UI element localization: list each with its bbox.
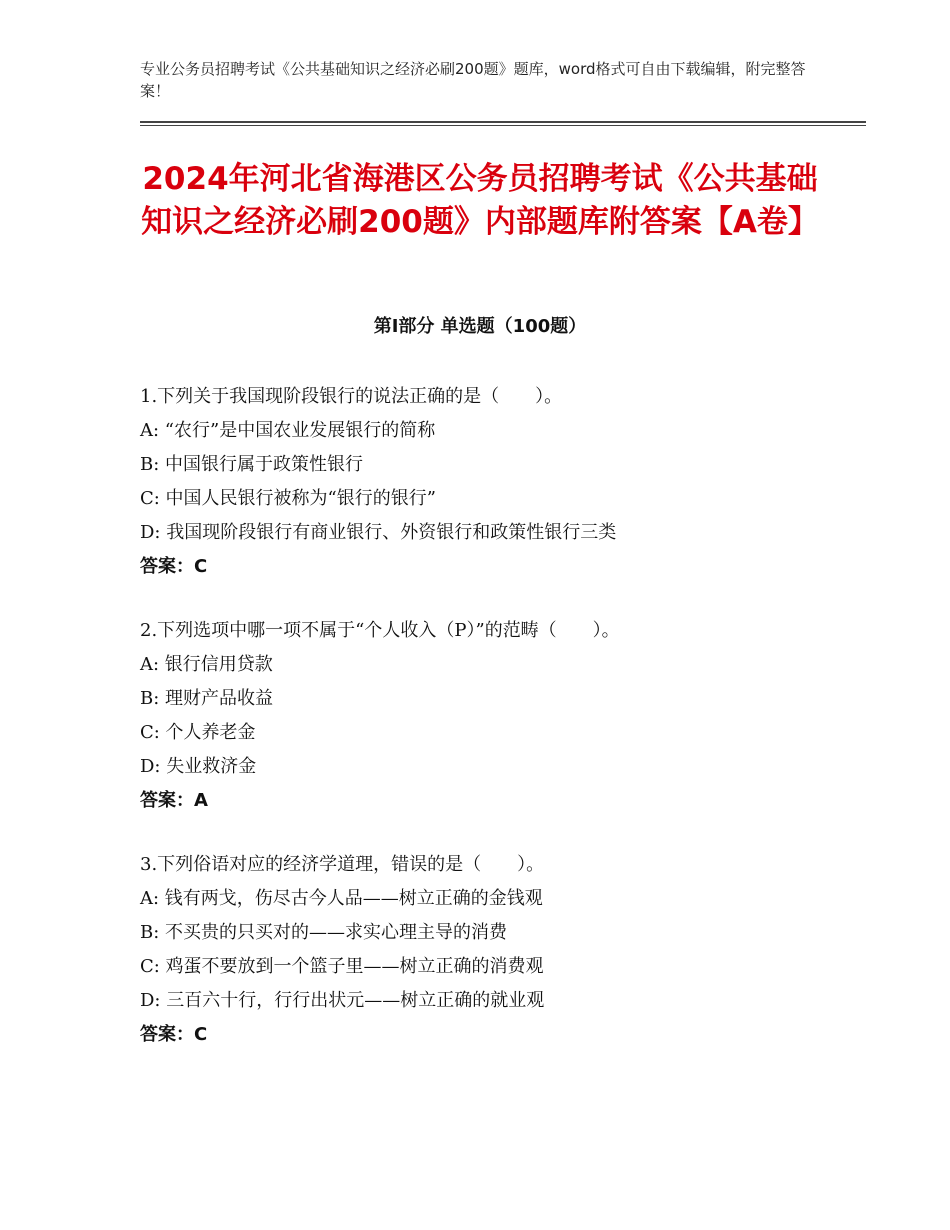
question-stem: 1.下列关于我国现阶段银行的说法正确的是（ ）。	[140, 386, 563, 407]
option-d: D: 我国现阶段银行有商业银行、外资银行和政策性银行三类	[140, 522, 617, 543]
option-a: A: 银行信用贷款	[140, 654, 273, 675]
option-c: C: 个人养老金	[140, 722, 256, 743]
option-c: C: 鸡蛋不要放到一个篮子里——树立正确的消费观	[140, 956, 544, 977]
answer-line: 答案：C	[140, 556, 208, 577]
option-b: B: 理财产品收益	[140, 688, 274, 709]
answer-line: 答案：A	[140, 790, 208, 811]
header-note: 专业公务员招聘考试《公共基础知识之经济必刷200题》题库，word格式可自由下载编辑，附完整答案！	[140, 60, 806, 100]
option-b: B: 中国银行属于政策性银行	[140, 454, 364, 475]
option-d: D: 失业救济金	[140, 756, 257, 777]
question-stem: 2.下列选项中哪一项不属于“个人收入（P）”的范畴（ ）。	[140, 620, 620, 641]
header-rule-thick	[140, 121, 866, 123]
header-rule-thin	[140, 125, 866, 126]
option-b: B: 不买贵的只买对的——求实心理主导的消费	[140, 922, 508, 943]
option-a: A: 钱有两戈，伤尽古今人品——树立正确的金钱观	[140, 888, 543, 909]
answer-line: 答案：C	[140, 1024, 208, 1045]
question-stem: 3.下列俗语对应的经济学道理，错误的是（ ）。	[140, 854, 545, 875]
question-2	[140, 614, 860, 818]
option-a: A: “农行”是中国农业发展银行的简称	[140, 420, 436, 441]
option-d: D: 三百六十行，行行出状元——树立正确的就业观	[140, 990, 545, 1011]
question-3	[140, 848, 860, 1052]
question-1	[140, 380, 860, 584]
option-c: C: 中国人民银行被称为“银行的银行”	[140, 488, 436, 509]
section-title: 第Ⅰ部分 单选题（100题）	[373, 316, 587, 337]
question-list	[140, 380, 860, 1082]
document-title: 2024年河北省海港区公务员招聘考试《公共基础知识之经济必刷200题》内部题库附答案【A卷】	[141, 161, 819, 240]
